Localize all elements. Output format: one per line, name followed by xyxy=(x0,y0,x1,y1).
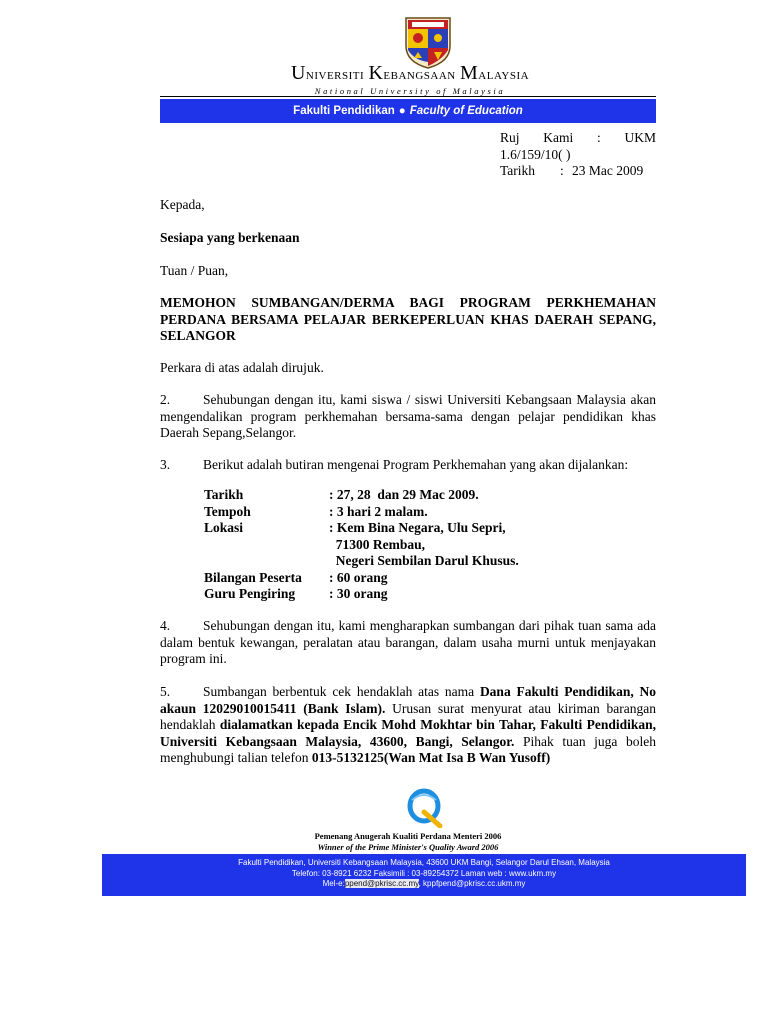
paragraph-5-address: dialamatkan kepada Encik Mohd Mokhtar bin Tahar, Fakulti Pendidikan, Universiti Kebangsaan Malaysia, 43600, Bangi, Selangor. xyxy=(160,717,656,749)
university-name: Universiti Kebangsaan Malaysia xyxy=(290,62,530,84)
salutation-to: Kepada, xyxy=(160,197,205,212)
paragraph-2-number: 2. xyxy=(160,392,171,407)
paragraph-2-text: Sehubungan dengan itu, kami siswa / siswi Universiti Kebangsaan Malaysia akan mengendalikan program perkhemahan bersama-sama dengan pelajar pendidikan khas Daerah Sepang,Selangor. xyxy=(160,392,656,440)
detail-value: : 3 hari 2 malam. xyxy=(329,503,428,519)
paragraph-5-number: 5. xyxy=(160,684,171,699)
quality-award-logo xyxy=(404,788,444,828)
paragraph-3 xyxy=(160,457,656,474)
detail-row xyxy=(204,586,519,603)
ref-ukm: UKM xyxy=(624,130,656,145)
paragraph-4 xyxy=(160,618,656,668)
letter-subject: MEMOHON SUMBANGAN/DERMA BAGI PROGRAM PERKHEMAHAN PERDANA BERSAMA PELAJAR BERKEPERLUAN KHAS DAERAH SEPANG, SELANGOR xyxy=(160,295,656,343)
recipient: Sesiapa yang berkenaan xyxy=(160,230,300,245)
footer-email-label: Mel-e: xyxy=(322,879,345,888)
footer-contact: Telefon: 03-8921 6232 Faksimili : 03-89254372 Laman web : www.ukm.my xyxy=(291,868,557,878)
award-english: Winner of the Prime Minister's Quality Award 2006 xyxy=(317,842,499,852)
detail-value: : Kem Bina Negara, Ulu Sepri, xyxy=(329,520,506,535)
award-malay: Pemenang Anugerah Kualiti Perdana Menteri 2006 xyxy=(314,831,502,841)
ref-date-row xyxy=(500,163,656,180)
paragraph-5-phone: 013-5132125(Wan Mat Isa B Wan Yusoff) xyxy=(311,750,551,765)
detail-row xyxy=(204,537,519,554)
detail-row xyxy=(204,487,519,504)
ref-date-label: Tarikh xyxy=(500,163,536,178)
detail-key: Lokasi xyxy=(204,520,244,535)
faculty-name-english: Faculty of Education xyxy=(409,105,523,117)
paragraph-5-text-a: Sumbangan berbentuk cek hendaklah atas nama xyxy=(203,684,480,699)
detail-key xyxy=(204,537,329,554)
detail-value: : 30 orang xyxy=(329,586,388,601)
paragraph-5-text-c: Urusan surat menyurat atau kiriman barangan hendaklah xyxy=(160,700,656,732)
paragraph-4-number: 4. xyxy=(160,618,171,633)
detail-row xyxy=(204,553,519,570)
greeting: Tuan / Puan, xyxy=(160,263,229,278)
detail-row xyxy=(204,504,519,521)
paragraph-5-account: Dana Fakulti Pendidikan, No akaun 12029010015411 (Bank Islam). xyxy=(160,684,656,716)
detail-key: Guru Pengiring xyxy=(204,586,296,601)
faculty-name-malay: Fakulti Pendidikan xyxy=(293,105,395,117)
detail-value: Negeri Sembilan Darul Khusus. xyxy=(329,553,519,568)
detail-key: Bilangan Peserta xyxy=(204,569,302,585)
detail-key: Tempoh xyxy=(204,503,251,519)
footer-email-link[interactable]: ppend@pkrisc.cc.my xyxy=(344,879,419,888)
reference-block xyxy=(500,130,656,180)
detail-value: : 27, 28 dan 29 Mac 2009. xyxy=(329,487,479,502)
ref-colon: : xyxy=(596,130,601,145)
ref-date-value: 23 Mac 2009 xyxy=(572,163,644,178)
header-divider xyxy=(160,96,656,97)
detail-key: Tarikh xyxy=(204,487,244,502)
paragraph-5 xyxy=(160,684,656,767)
footer-contact-bar xyxy=(102,854,746,896)
paragraph-1: Perkara di atas adalah dirujuk. xyxy=(160,360,324,375)
paragraph-3-text: Berikut adalah butiran mengenai Program Perkhemahan yang akan dijalankan: xyxy=(203,457,629,472)
footer-email-line xyxy=(102,879,746,890)
footer-email-rest: , kppfpend@pkrisc.cc.ukm.my xyxy=(418,879,526,888)
detail-value: 71300 Rembau, xyxy=(329,536,426,552)
paragraph-2 xyxy=(160,392,656,442)
paragraph-4-text: Sehubungan dengan itu, kami mengharapkan sumbangan dari pihak tuan sama ada dalam bentuk kewangan, peralatan atau barangan, dalam usaha murni untuk menjayakan program ini. xyxy=(160,618,656,666)
detail-key xyxy=(204,553,329,570)
footer-address: Fakulti Pendidikan, Universiti Kebangsaan Malaysia, 43600 UKM Bangi, Selangor Darul Ehsan, Malaysia xyxy=(238,858,610,867)
ref-number: 1.6/159/10( ) xyxy=(500,146,571,162)
faculty-bar xyxy=(160,99,656,123)
ref-date-colon: : xyxy=(560,163,564,178)
paragraph-5-text-e: Pihak tuan juga boleh menghubungi talian telefon xyxy=(160,733,656,765)
program-details xyxy=(204,487,519,603)
ref-ruj-label: Ruj xyxy=(500,130,520,145)
ref-kami-label: Kami xyxy=(543,130,574,145)
university-tagline: National University of Malaysia xyxy=(314,86,506,96)
detail-row xyxy=(204,520,519,537)
detail-row xyxy=(204,570,519,587)
paragraph-3-number: 3. xyxy=(160,457,171,472)
faculty-separator-bullet: ● xyxy=(398,105,406,117)
detail-value: : 60 orang xyxy=(329,569,388,585)
